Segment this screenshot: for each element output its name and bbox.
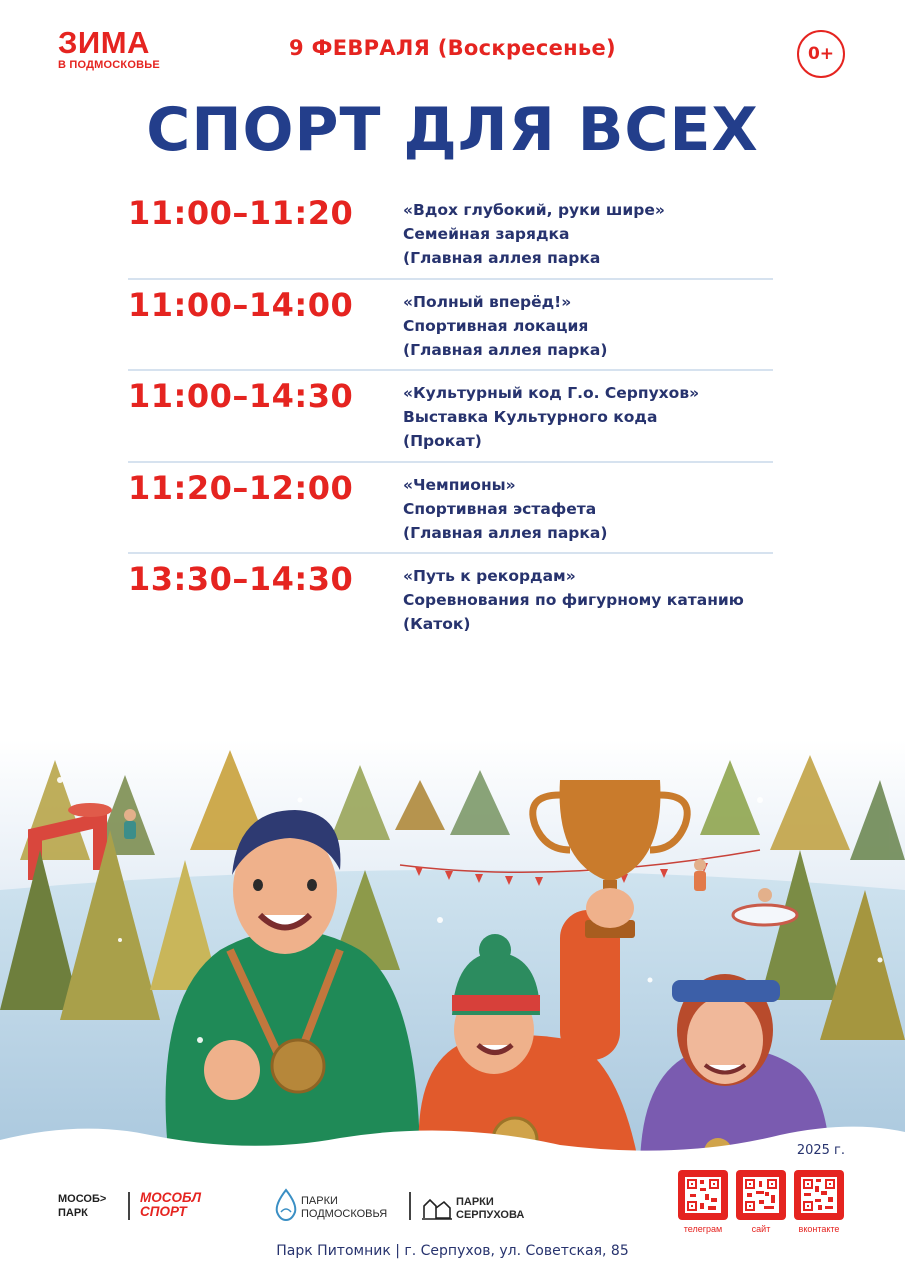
schedule-row [128,188,773,280]
event-location: (Главная аллея парка [403,249,601,267]
drop-icon [273,1188,299,1222]
winter-sports-illustration [0,740,905,1170]
event-name: «Культурный код Г.о. Серпухов» [403,384,700,402]
mosobpark-line1: МОСОБ> [58,1193,107,1205]
age-rating-badge: 0+ [797,30,845,78]
page-title: СПОРТ ДЛЯ ВСЕХ [146,95,759,165]
park-building-icon [422,1196,452,1222]
schedule-time: 11:00–11:20 [128,194,354,232]
schedule-row [128,463,773,555]
schedule-list [128,188,773,646]
parki-serpuhova-line2: СЕРПУХОВА [456,1209,525,1221]
logo-separator [128,1192,130,1220]
qr-site[interactable] [736,1170,786,1236]
mosoblsport-logo [140,1191,201,1219]
schedule-row [128,554,773,646]
schedule-description [403,198,665,270]
schedule-row [128,371,773,463]
venue-address: Парк Питомник | г. Серпухов, ул. Советская, 85 [276,1243,629,1259]
schedule-description [403,290,607,362]
schedule-time: 11:00–14:00 [128,285,354,324]
event-type: Семейная зарядка [403,225,570,243]
parki-serpuhova-line1: ПАРКИ [456,1196,494,1208]
mosoblsport-line1: МОСОБЛ [140,1190,201,1205]
schedule-description [403,473,607,545]
year-label: 2025 г. [796,1143,845,1158]
zima-logo-main: ЗИМА [58,25,150,60]
schedule-time: 13:30–14:30 [128,560,354,598]
mosobpark-logo [58,1192,106,1220]
event-type: Спортивная эстафета [403,499,597,518]
parki-serpuhova-logo [422,1190,552,1226]
event-date: 9 ФЕВРАЛЯ (Воскресенье) [289,36,616,60]
mosobpark-line2: ПАРК [58,1207,88,1219]
parki-podmoskovya-line1: ПАРКИ [301,1195,338,1207]
qr-label: сайт [751,1224,771,1234]
event-name: «Путь к рекордам» [403,567,576,585]
event-type: Спортивная локация [403,316,589,335]
event-name: «Чемпионы» [403,475,516,494]
event-location: (Прокат) [403,432,482,450]
schedule-time: 11:20–12:00 [128,468,354,507]
schedule-time: 11:00–14:30 [128,377,354,415]
qr-label: телеграм [683,1224,723,1234]
event-name: «Вдох глубокий, руки шире» [403,201,665,219]
schedule-description [403,564,744,636]
qr-label: вконтакте [798,1224,840,1234]
parki-podmoskovya-line2: ПОДМОСКОВЬЯ [301,1208,388,1220]
qr-codes [678,1170,846,1236]
event-name: «Полный вперёд!» [403,292,572,311]
event-type: Выставка Культурного кода [403,408,658,426]
parki-podmoskovya-logo [273,1186,413,1226]
schedule-row [128,280,773,372]
event-location: (Главная аллея парка) [403,340,608,359]
qr-code-icon [678,1170,728,1220]
mosoblsport-line2: СПОРТ [140,1204,187,1219]
qr-telegram[interactable] [678,1170,728,1236]
qr-vkontakte[interactable] [794,1170,844,1236]
schedule-description [403,381,699,453]
qr-code-icon [736,1170,786,1220]
event-location: (Главная аллея парка) [403,523,608,542]
zima-logo-sub: В ПОДМОСКОВЬЕ [58,59,160,71]
logo-separator [409,1192,411,1220]
qr-code-icon [794,1170,844,1220]
event-location: (Каток) [403,615,471,633]
event-type: Соревнования по фигурному катанию [403,591,744,609]
